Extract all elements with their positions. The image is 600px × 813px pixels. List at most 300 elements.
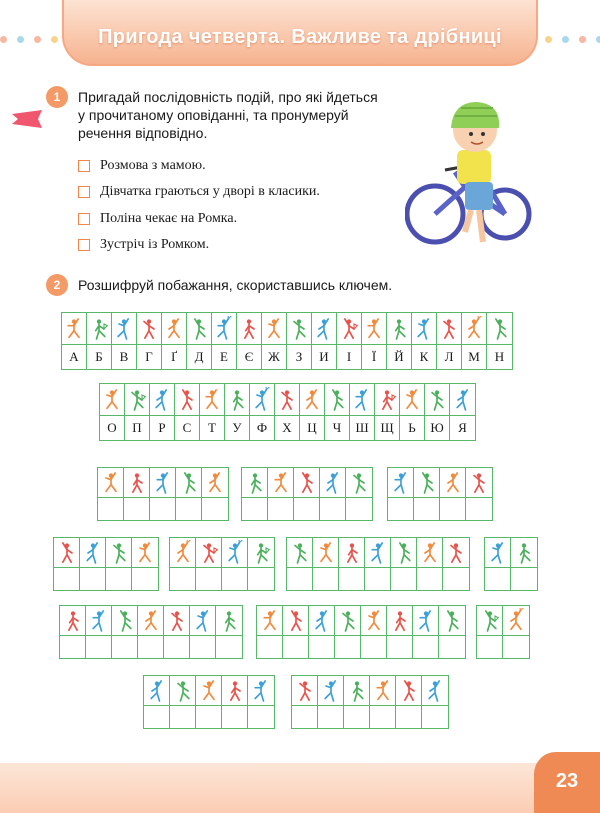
key-figure [62,313,86,345]
stick-figure-icon [453,387,473,413]
stick-figure-icon [373,678,393,704]
key-cell [125,384,150,440]
event-option-label: Зустріч із Ромком. [100,237,210,252]
answer-letter-blank[interactable] [106,568,131,590]
word-cell [248,538,274,590]
key-figure [337,313,361,345]
answer-letter-blank[interactable] [242,498,267,520]
stick-figure-icon [414,316,434,342]
answer-letter-blank[interactable] [190,636,215,658]
answer-letter-blank[interactable] [413,636,438,658]
order-checkbox[interactable] [78,239,90,251]
cipher-key-row-2 [99,383,476,441]
task-1-line: речення відповідно. [78,125,208,141]
answer-letter-blank[interactable] [80,568,105,590]
event-option-label: Розмова з мамою. [100,158,206,173]
word-cell [132,538,158,590]
key-cell [212,313,237,369]
cipher-figure [485,538,510,568]
key-letter: Щ [380,420,394,435]
key-cell [450,384,475,440]
word-cell [170,676,196,728]
answer-letter-blank[interactable] [440,498,465,520]
key-figure [487,313,512,345]
answer-letter-blank[interactable] [477,636,502,658]
answer-letter-blank[interactable] [54,568,79,590]
answer-letter-blank[interactable] [132,568,158,590]
word-cell [268,468,294,520]
cipher-figure [257,606,282,636]
key-figure [112,313,136,345]
answer-letter-blank[interactable] [164,636,189,658]
key-letter: Ь [408,420,416,435]
word-cell [370,676,396,728]
word-cell [439,606,465,658]
answer-letter-blank[interactable] [216,636,242,658]
key-cell [187,313,212,369]
word-box [53,537,159,591]
cipher-figure [292,676,317,706]
answer-letter-blank[interactable] [313,568,338,590]
key-letter: Ф [256,420,268,435]
word-cell [339,538,365,590]
answer-letter-blank[interactable] [196,706,221,728]
cipher-figure [248,538,274,568]
key-figure [400,384,424,416]
key-figure [325,384,349,416]
word-cell [391,538,417,590]
key-figure [162,313,186,345]
cipher-figure [222,538,247,568]
answer-letter-blank[interactable] [294,498,319,520]
cipher-figure [170,676,195,706]
word-cell [170,538,196,590]
stick-figure-icon [219,608,239,634]
stick-figure-icon [127,387,147,413]
key-letter: Н [494,349,505,364]
answer-letter-blank[interactable] [86,636,111,658]
order-checkbox[interactable] [78,186,90,198]
key-figure [375,384,399,416]
answer-letter-blank[interactable] [318,706,343,728]
event-option [78,184,320,200]
key-figure [275,384,299,416]
key-letter: А [69,349,79,364]
key-figure [412,313,436,345]
key-figure [125,384,149,416]
stick-figure-icon [327,387,347,413]
answer-letter-blank[interactable] [222,706,247,728]
word-cell [176,468,202,520]
word-cell [86,606,112,658]
stick-figure-icon [205,470,225,496]
stick-figure-icon [152,387,172,413]
key-letter: Ш [355,420,369,435]
stick-figure-icon [245,470,265,496]
answer-letter-blank[interactable] [396,706,421,728]
cipher-figure [222,676,247,706]
stick-figure-icon [199,540,219,566]
cipher-figure [144,676,169,706]
word-cell [144,676,170,728]
stick-figure-icon [239,316,259,342]
cipher-figure [196,676,221,706]
word-cell [443,538,469,590]
cipher-figure [287,538,312,568]
key-figure [212,313,236,345]
word-cell [387,606,413,658]
key-cell [150,384,175,440]
key-cell [137,313,162,369]
cipher-figure [60,606,85,636]
key-cell [312,313,337,369]
answer-letter-blank[interactable] [388,498,413,520]
key-cell [437,313,462,369]
answer-letter-blank[interactable] [222,568,247,590]
stick-figure-icon [173,540,193,566]
stick-figure-icon [514,540,534,566]
stick-figure-icon [179,470,199,496]
cipher-figure [361,606,386,636]
cipher-figure [477,606,502,636]
key-letter: І [346,349,352,364]
stick-figure-icon [147,678,167,704]
event-option-label: Дівчатка граються у дворі в класики. [100,184,320,199]
stick-figure-icon [260,608,280,634]
answer-letter-blank[interactable] [150,498,175,520]
cipher-figure [396,676,421,706]
word-box [97,467,229,521]
stick-figure-icon [135,540,155,566]
answer-letter-blank[interactable] [248,706,274,728]
stick-figure-icon [189,316,209,342]
cipher-figure [344,676,369,706]
key-cell [400,384,425,440]
answer-letter-blank[interactable] [365,568,390,590]
key-cell [325,384,350,440]
key-figure [137,313,161,345]
key-letter: М [468,349,480,364]
word-cell [222,676,248,728]
key-figure [100,384,124,416]
word-cell [202,468,228,520]
stick-figure-icon [364,316,384,342]
word-cell [222,538,248,590]
key-letter: Б [95,349,103,364]
stick-figure-icon [139,316,159,342]
answer-letter-blank[interactable] [98,498,123,520]
event-option [78,237,209,253]
answer-letter-blank[interactable] [503,636,529,658]
key-cell [462,313,487,369]
stick-figure-icon [264,316,284,342]
word-cell [422,676,448,728]
key-cell [262,313,287,369]
word-cell [80,538,106,590]
cipher-figure [365,538,390,568]
stick-figure-icon [114,316,134,342]
word-cell [477,606,503,658]
page-footer [0,763,600,813]
stick-figure-icon [391,470,411,496]
word-cell [309,606,335,658]
word-cell [320,468,346,520]
answer-letter-blank[interactable] [287,568,312,590]
key-letter: Ґ [171,349,177,364]
key-letter: З [295,349,303,364]
stick-figure-icon [199,678,219,704]
stick-figure-icon [227,387,247,413]
cipher-figure [443,538,469,568]
stick-figure-icon [314,316,334,342]
cipher-figure [413,606,438,636]
cipher-figure [112,606,137,636]
key-cell [100,384,125,440]
stick-figure-icon [57,540,77,566]
cipher-figure [98,468,123,498]
key-cell [412,313,437,369]
order-checkbox[interactable] [78,160,90,172]
cipher-figure [86,606,111,636]
word-cell [417,538,443,590]
key-letter: В [119,349,129,364]
stick-figure-icon [89,316,109,342]
key-cell [237,313,262,369]
key-letter: О [107,420,117,435]
key-letter: Й [394,349,404,364]
stick-figure-icon [289,316,309,342]
cipher-figure [388,468,413,498]
order-checkbox[interactable] [78,213,90,225]
answer-letter-blank[interactable] [202,498,228,520]
stick-figure-icon [416,608,436,634]
answer-letter-blank[interactable] [361,636,386,658]
stick-figure-icon [339,316,359,342]
stick-figure-icon [177,387,197,413]
key-letter: Е [220,349,228,364]
ribbon-pointer-icon [12,110,42,128]
answer-letter-blank[interactable] [466,498,492,520]
cipher-figure [339,538,364,568]
stick-figure-icon [193,608,213,634]
stick-figure-icon [173,678,193,704]
word-cell [164,606,190,658]
stick-figure-icon [506,608,526,634]
stick-figure-icon [277,387,297,413]
stick-figure-icon [214,316,234,342]
stick-figure-icon [297,470,317,496]
word-cell [248,676,274,728]
cipher-figure [132,538,158,568]
stick-figure-icon [225,540,245,566]
word-cell [413,606,439,658]
stick-figure-icon [490,316,510,342]
cipher-key-row-1 [61,312,513,370]
page-title: Пригода четверта. Важливе та дрібниці [98,26,502,48]
answer-letter-blank[interactable] [170,568,195,590]
stick-figure-icon [389,316,409,342]
word-box [169,537,275,591]
word-cell [313,538,339,590]
answer-letter-blank[interactable] [60,636,85,658]
key-letter: Ж [268,349,280,364]
stick-figure-icon [469,470,489,496]
key-figure [250,384,274,416]
stick-figure-icon [368,540,388,566]
cipher-figure [164,606,189,636]
stick-figure-icon [394,540,414,566]
stick-figure-icon [321,678,341,704]
stick-figure-icon [251,540,271,566]
stick-figure-icon [101,470,121,496]
cipher-figure [391,538,416,568]
key-cell [225,384,250,440]
task-number-2: 2 [46,274,68,296]
key-figure [287,313,311,345]
answer-letter-blank[interactable] [248,568,274,590]
word-box [59,605,243,659]
cipher-figure [268,468,293,498]
answer-letter-blank[interactable] [176,498,201,520]
cipher-figure [124,468,149,498]
word-cell [112,606,138,658]
cipher-figure [439,606,465,636]
stick-figure-icon [338,608,358,634]
key-figure [300,384,324,416]
answer-letter-blank[interactable] [414,498,439,520]
stick-figure-icon [443,470,463,496]
key-figure [262,313,286,345]
task-2-text: Розшифруй побажання, скориставшись ключем. [78,277,393,293]
event-option [78,211,237,227]
stick-figure-icon [127,470,147,496]
key-letter: Х [282,420,292,435]
answer-letter-blank[interactable] [196,568,221,590]
stick-figure-icon [290,540,310,566]
stick-figure-icon [439,316,459,342]
key-figure [237,313,261,345]
word-box [291,675,449,729]
cipher-figure [387,606,412,636]
answer-letter-blank[interactable] [439,636,465,658]
word-cell [414,468,440,520]
key-cell [62,313,87,369]
task-1-line: у прочитаному оповіданні, та пронумеруй [78,107,349,123]
word-cell [257,606,283,658]
answer-letter-blank[interactable] [422,706,448,728]
word-box [484,537,538,591]
answer-letter-blank[interactable] [485,568,510,590]
key-letter: Р [158,420,166,435]
cipher-figure [414,468,439,498]
answer-letter-blank[interactable] [257,636,282,658]
stick-figure-icon [464,316,484,342]
word-box [476,605,530,659]
key-letter: Г [145,349,153,364]
answer-letter-blank[interactable] [320,498,345,520]
stick-figure-icon [446,540,466,566]
word-cell [485,538,511,590]
key-letter: Є [244,349,254,364]
key-letter: Т [208,420,216,435]
answer-letter-blank[interactable] [417,568,442,590]
word-cell [60,606,86,658]
stick-figure-icon [63,608,83,634]
task-number-1: 1 [46,86,68,108]
answer-letter-blank[interactable] [387,636,412,658]
stick-figure-icon [102,387,122,413]
cipher-figure [248,676,274,706]
key-figure [437,313,461,345]
key-figure [312,313,336,345]
word-cell [283,606,309,658]
answer-letter-blank[interactable] [170,706,195,728]
answer-letter-blank[interactable] [443,568,469,590]
word-box [286,537,470,591]
answer-letter-blank[interactable] [292,706,317,728]
word-cell [503,606,529,658]
answer-letter-blank[interactable] [283,636,308,658]
cipher-figure [54,538,79,568]
key-letter: К [419,349,429,364]
answer-letter-blank[interactable] [391,568,416,590]
key-letter: Ц [307,420,317,435]
stick-figure-icon [153,470,173,496]
answer-letter-blank[interactable] [511,568,537,590]
answer-letter-blank[interactable] [339,568,364,590]
answer-letter-blank[interactable] [112,636,137,658]
stick-figure-icon [316,540,336,566]
word-cell [346,468,372,520]
cipher-figure [422,676,448,706]
key-figure [425,384,449,416]
word-cell [365,538,391,590]
cipher-figure [503,606,529,636]
stick-figure-icon [323,470,343,496]
cipher-figure [106,538,131,568]
cipher-figure [440,468,465,498]
key-cell [362,313,387,369]
stick-figure-icon [442,608,462,634]
cipher-figure [511,538,537,568]
word-cell [124,468,150,520]
stick-figure-icon [312,608,332,634]
cipher-figure [294,468,319,498]
answer-letter-blank[interactable] [138,636,163,658]
answer-letter-blank[interactable] [144,706,169,728]
word-cell [466,468,492,520]
word-cell [196,676,222,728]
word-cell [190,606,216,658]
answer-letter-blank[interactable] [268,498,293,520]
title-banner [62,0,538,66]
stick-figure-icon [347,678,367,704]
key-cell [175,384,200,440]
cipher-figure [170,538,195,568]
key-figure [175,384,199,416]
answer-letter-blank[interactable] [309,636,334,658]
answer-letter-blank[interactable] [335,636,360,658]
key-letter: Л [444,349,454,364]
word-cell [138,606,164,658]
answer-letter-blank[interactable] [346,498,372,520]
answer-letter-blank[interactable] [344,706,369,728]
stick-figure-icon [64,316,84,342]
key-cell [112,313,137,369]
cipher-figure [176,468,201,498]
answer-letter-blank[interactable] [124,498,149,520]
answer-letter-blank[interactable] [370,706,395,728]
